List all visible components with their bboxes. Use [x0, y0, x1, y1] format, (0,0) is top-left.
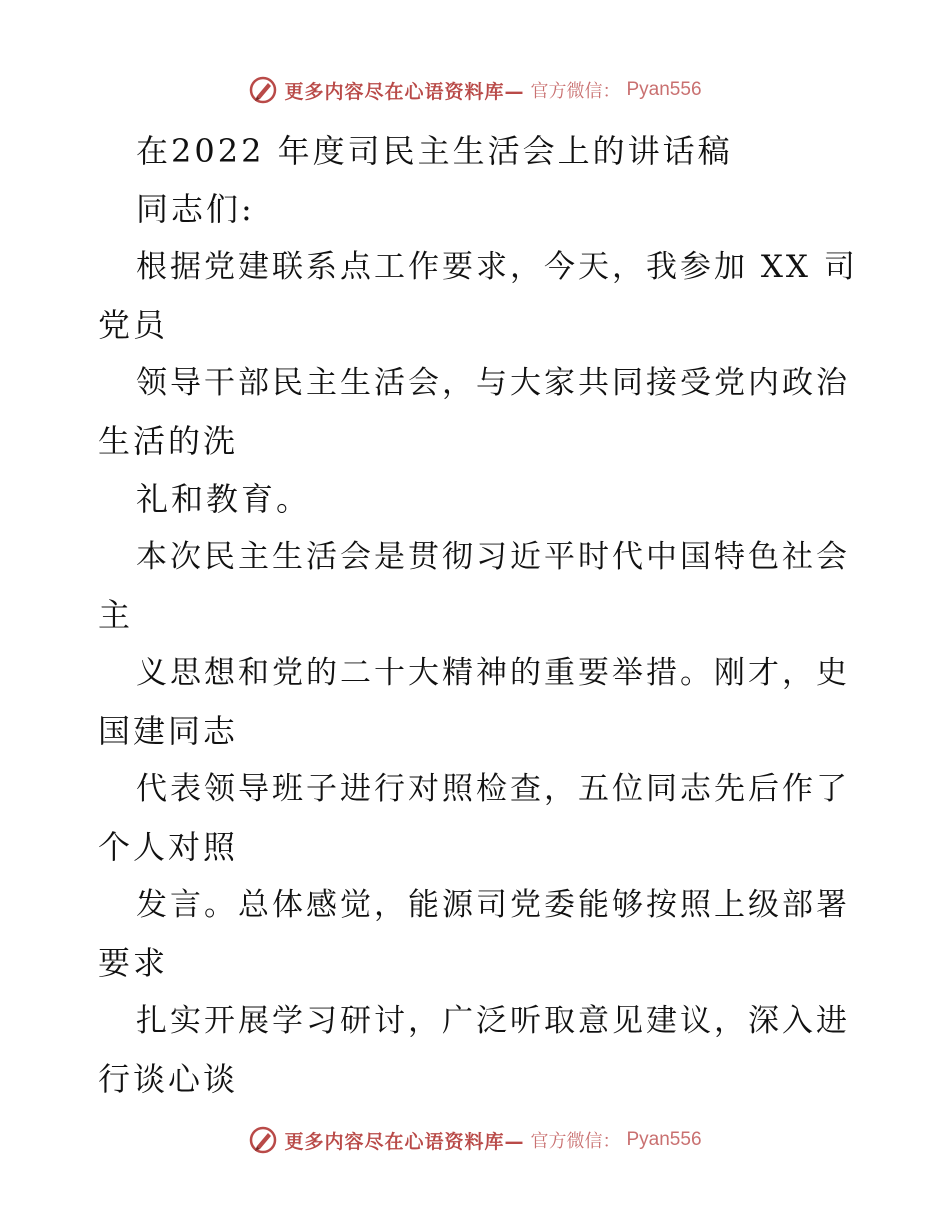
paragraph-line: 党员 [98, 306, 169, 344]
paragraph-line: 主 [98, 596, 134, 634]
footer-wechat-label: 官方微信： [530, 1131, 621, 1152]
paragraph-line: 个人对照 [98, 828, 239, 866]
footer-wechat-id: Pyan556 [626, 1129, 702, 1150]
paragraph-line: 发言。总体感觉，能源司党委能够按照上级部署 [136, 887, 850, 923]
document-body [98, 122, 858, 1108]
salutation: 同志们: [136, 190, 255, 228]
header-slogan: 更多内容尽在心语资料库— [284, 80, 525, 103]
header-watermark [0, 70, 950, 110]
footer-watermark [0, 1120, 950, 1160]
paragraph-line: 行谈心谈 [98, 1060, 239, 1098]
header-wechat-label: 官方微信： [530, 81, 621, 102]
footer-slogan: 更多内容尽在心语资料库— [284, 1130, 525, 1153]
paragraph-line: 扎实开展学习研讨，广泛听取意见建议，深入进 [136, 1003, 850, 1039]
paragraph-line: 本次民主生活会是贯彻习近平时代中国特色社会 [136, 539, 850, 575]
paragraph-line: 生活的洗 [98, 422, 239, 460]
pen-logo-icon [248, 75, 278, 105]
document-title: 在2022 年度司民主生活会上的讲话稿 [136, 132, 733, 170]
paragraph-line: 要求 [98, 944, 169, 982]
header-wechat-id: Pyan556 [626, 79, 702, 100]
paragraph-line: 礼和教育。 [136, 480, 312, 518]
pen-logo-icon [248, 1125, 278, 1155]
paragraph-line: 代表领导班子进行对照检查，五位同志先后作了 [136, 771, 850, 807]
paragraph-line: 领导干部民主生活会，与大家共同接受党内政治 [136, 365, 850, 401]
paragraph-line: 国建同志 [98, 712, 239, 750]
paragraph-line: 根据党建联系点工作要求，今天，我参加 XX 司 [136, 249, 858, 285]
paragraph-line: 义思想和党的二十大精神的重要举措。刚才，史 [136, 655, 850, 691]
